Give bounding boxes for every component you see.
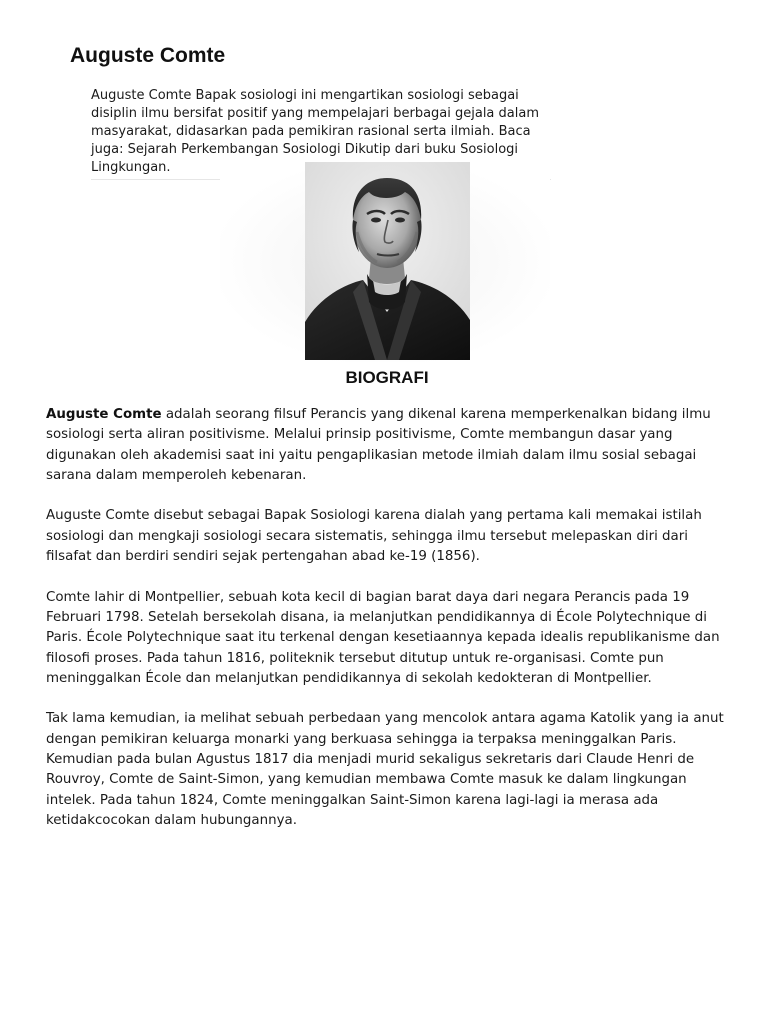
biography-body [46,405,728,852]
biography-paragraph-2: Auguste Comte disebut sebagai Bapak Sosiologi karena dialah yang pertama kali memakai istilah sosiologi dan mengkaji sosiologi secara sistematis, sehingga ilmu tersebut melepaskan diri dari filsafat dan berdiri sendiri sejak pertengahan abad ke-19 (1856). [46,508,702,565]
portrait-figure [220,162,550,362]
biography-paragraph-3: Comte lahir di Montpellier, sebuah kota kecil di bagian barat daya dari negara Perancis pada 19 Februari 1798. Setelah bersekolah disana, ia melanjutkan pendidikannya di École Polytechnique di Paris. École Polytechnique saat itu terkenal dengan kesetiaannya kepada idealis republikanisme dan filosofi proses. Pada tahun 1816, politeknik tersebut ditutup untuk re-organisasi. Comte pun meninggalkan École dan melanjutkan pendidikannya di sekolah kedokteran di Montpellier. [46,589,720,686]
section-heading-biografi: BIOGRAFI [345,368,429,387]
portrait-engraving-icon [305,162,470,360]
biography-paragraph-1 [46,405,728,486]
page-title: Auguste Comte [70,44,226,67]
biography-paragraph-1-text: adalah seorang filsuf Perancis yang dikenal karena memperkenalkan bidang ilmu sosiologi serta aliran positivisme. Melalui prinsip positivisme, Comte membangun dasar yang digunakan oleh akademisi saat ini yaitu pengaplikasian metode ilmiah dalam ilmu sosial sebagai sarana dalam memperoleh kebenaran. [46,407,711,483]
biography-lead-name: Auguste Comte [46,407,162,422]
intro-paragraph: Auguste Comte Bapak sosiologi ini mengartikan sosiologi sebagai disiplin ilmu bersifat positif yang mempelajari berbagai gejala dalam masyarakat, didasarkan pada pemikiran rasional serta ilmiah. Baca juga: Sejarah Perkembangan Sosiologi Dikutip dari buku Sosiologi Lingkungan. [91,87,551,180]
biography-paragraph-4: Tak lama kemudian, ia melihat sebuah perbedaan yang mencolok antara agama Katolik yang ia anut dengan pemikiran keluarga monarki yang berkuasa sehingga ia terpaksa meninggalkan Paris. Kemudian pada bulan Agustus 1817 dia menjadi murid sekaligus sekretaris dari Claude Henri de Rouvroy, Comte de Saint-Simon, yang kemudian membawa Comte masuk ke dalam lingkungan intelek. Pada tahun 1824, Comte meninggalkan Saint-Simon karena lagi-lagi ia merasa ada ketidakcocokan dalam hubungannya. [46,711,724,828]
portrait-image [305,162,470,360]
